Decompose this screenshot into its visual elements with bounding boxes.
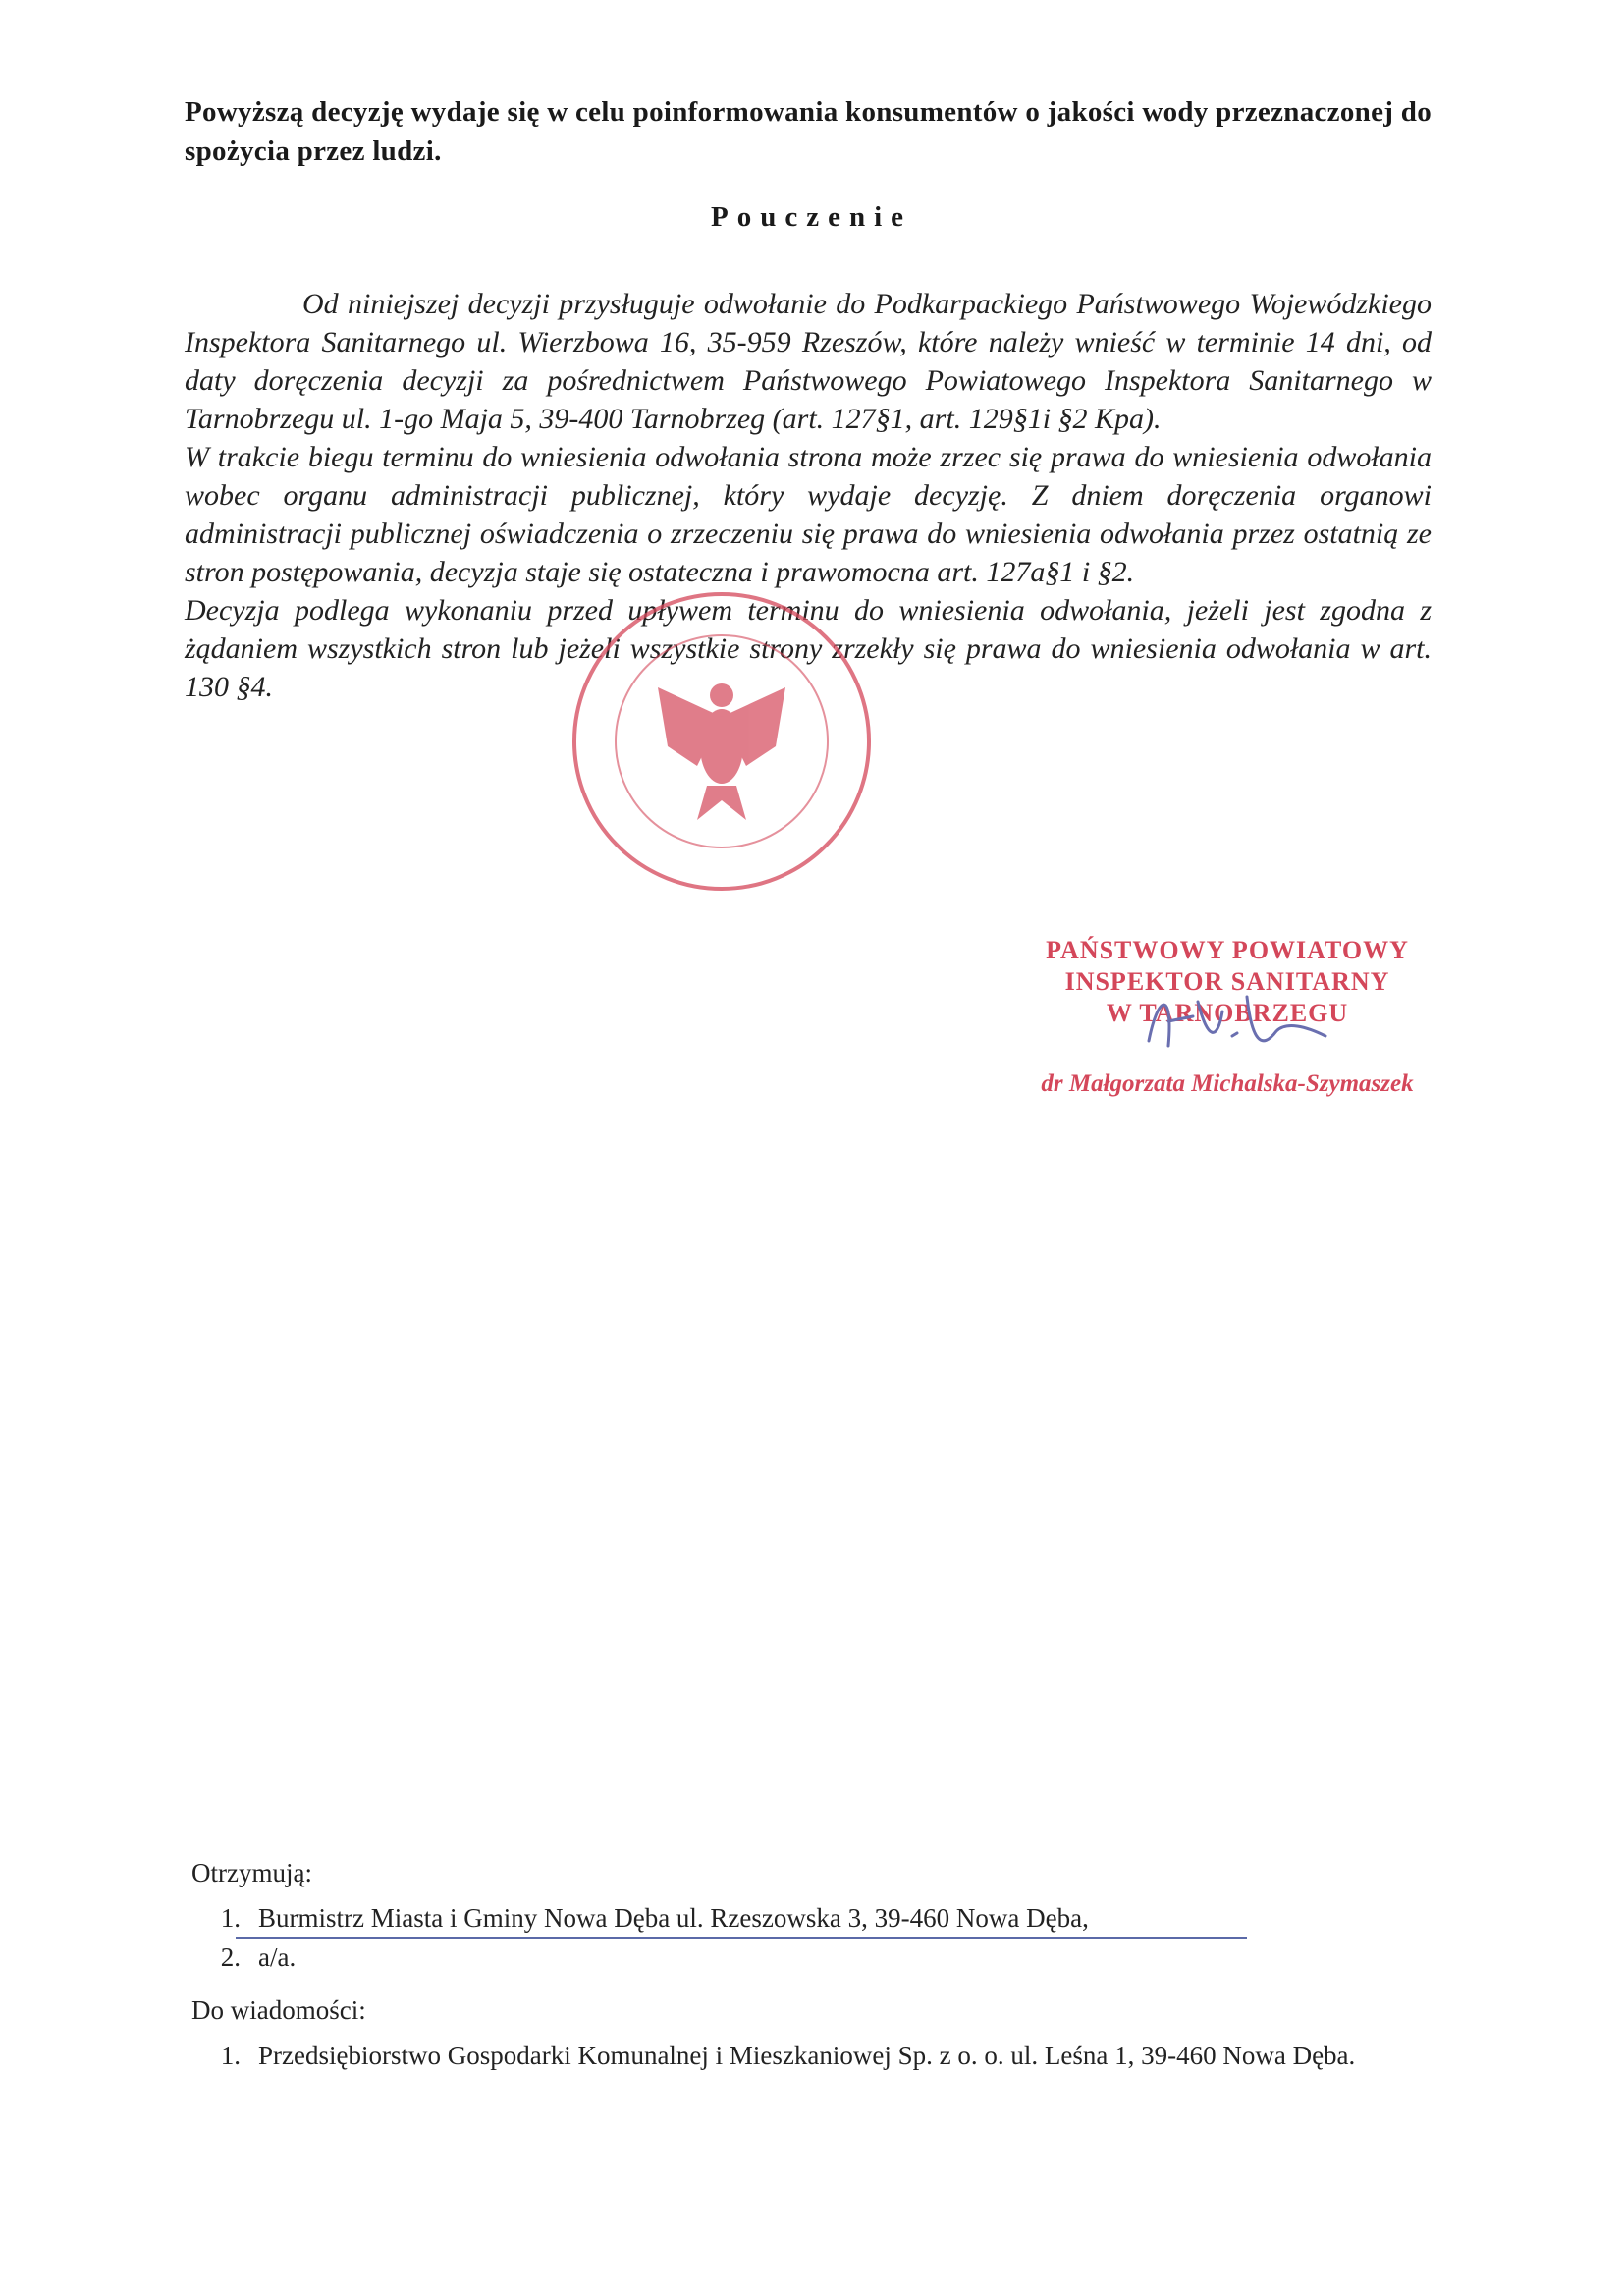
signatory-name: dr Małgorzata Michalska-Szymaszek [1041,1070,1414,1097]
distribution-list [191,1856,1370,2092]
list-item [191,2039,1370,2072]
waiver-paragraph: W trakcie biegu terminu do wniesienia odwołania strona może zrzec się prawa do wniesienia odwołania wobec organu administracji publicznej, który wydaje decyzję. Z dniem doręczenia organowi administracji publicznej oświadczenia o zrzeczeniu się prawa do wniesienia odwołania przez ostatnią ze stron postępowania, decyzja staje się ostateczna i prawomocna art. 127a§1 i §2. [185,441,1432,588]
cc-list [191,2039,1370,2072]
handwritten-signature [1139,982,1335,1061]
stamp-line-3: W TARNOBRZEGU [1106,999,1349,1027]
list-item-number: 1. [220,1903,241,1933]
list-item-text: Burmistrz Miasta i Gminy Nowa Dęba ul. Rzeszowska 3, 39-460 Nowa Dęba, [258,1903,1089,1933]
cc-label: Do wiadomości: [191,1995,366,2025]
handwritten-underline [236,1937,1247,1939]
intro-statement: Powyższą decyzję wydaje się w celu poinformowania konsumentów o jakości wody przeznaczonej do spożycia przez ludzi. [185,96,1432,167]
list-item [191,1901,1370,1935]
list-item [191,1941,1370,1974]
recipients-label: Otrzymują: [191,1858,312,1887]
official-round-seal [560,579,884,903]
list-item-text: a/a. [258,1942,297,1972]
list-item-text: Przedsiębiorstwo Gospodarki Komunalnej i Mieszkaniowej Sp. z o. o. ul. Leśna 1, 39-460 Nowa Dęba. [258,2041,1356,2070]
list-item-number: 1. [220,2041,241,2070]
stamp-line-1: PAŃSTWOWY POWIATOWY [1046,936,1409,964]
section-heading-pouczenie: Pouczenie [710,201,912,233]
stamp-line-2: INSPEKTOR SANITARNY [1064,967,1390,996]
execution-paragraph: Decyzja podlega wykonaniu przed upływem terminu do wniesienia odwołania, jeżeli jest zgodna z żądaniem wszystkich stron lub jeżeli wszystkie strony zrzekły się prawa do wniesienia odwołania w art. 130 §4. [185,594,1432,703]
appeal-paragraph: Od niniejszej decyzji przysługuje odwołanie do Podkarpackiego Państwowego Wojewódzkiego Inspektora Sanitarnego ul. Wierzbowa 16, 35-959 Rzeszów, które należy wnieść w terminie 14 dni, od daty doręczenia decyzji za pośrednictwem Państwowego Powiatowego Inspektora Sanitarnego w Tarnobrzegu ul. 1-go Maja 5, 39-400 Tarnobrzeg (art. 127§1, art. 129§1i §2 Kpa). [185,288,1432,435]
eagle-emblem-icon [658,683,785,820]
list-item-number: 2. [220,1942,241,1972]
